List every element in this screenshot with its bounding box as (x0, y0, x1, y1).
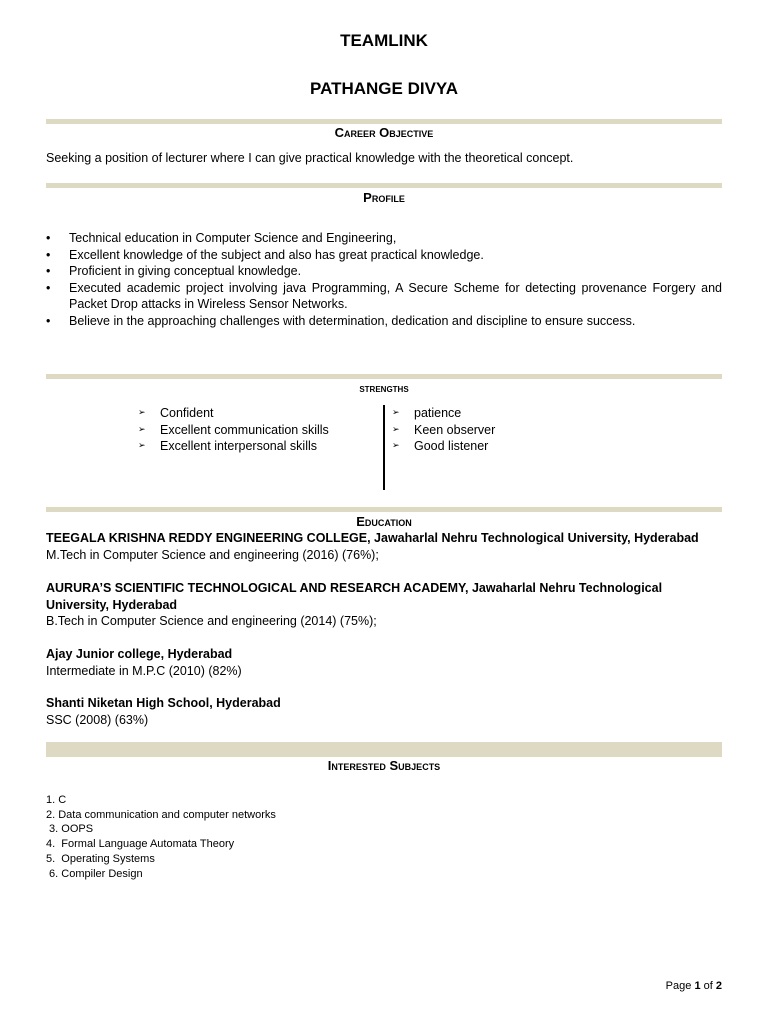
strengths-left-list (136, 405, 329, 455)
company-title: TEAMLINK (340, 31, 428, 50)
education-entry (46, 646, 722, 679)
candidate-name: PATHANGE DIVYA (310, 79, 458, 98)
list-item: 6. Compiler Design (46, 867, 143, 880)
interested-subjects-heading: Interested Subjects (327, 758, 441, 773)
education-entry (46, 695, 722, 728)
list-item: 4. Formal Language Automata Theory (46, 838, 235, 851)
section-divider (46, 374, 722, 379)
list-item: ➢ Keen observer (390, 422, 495, 439)
career-objective-heading: Career Objective (334, 125, 434, 140)
section-divider (46, 742, 722, 757)
list-item: 1. C (46, 794, 67, 806)
institution-name: Shanti Niketan High School, Hyderabad (46, 696, 281, 710)
list-item: ➢ Confident (136, 405, 329, 422)
list-item: ➢ patience (390, 405, 495, 422)
list-item: 2. Data communication and computer networks (46, 808, 276, 821)
page-label: Page (665, 980, 692, 992)
page-total: 2 (715, 980, 722, 992)
interested-subjects-list (46, 793, 276, 881)
list-item: • Technical education in Computer Science and Engineering, (46, 230, 722, 247)
list-item: ➢ Good listener (390, 438, 495, 455)
list-item: • Proficient in giving conceptual knowledge. (46, 263, 722, 280)
education-entry (46, 530, 722, 563)
degree-detail: M.Tech in Computer Science and engineering (2016) (76%); (46, 547, 379, 562)
list-item: • Executed academic project involving java Programming, A Secure Scheme for detecting provenance Forgery and Packet Drop attacks in Wireless Sensor Networks. (46, 280, 722, 313)
degree-detail: B.Tech in Computer Science and engineering (2014) (75%); (46, 614, 377, 628)
section-divider (46, 507, 722, 512)
page-current: 1 (694, 980, 701, 992)
career-objective-text: Seeking a position of lecturer where I can give practical knowledge with the theoretical concept. (46, 151, 574, 165)
institution-name: AURURA’S SCIENTIFIC TECHNOLOGICAL AND RESEARCH ACADEMY, Jawaharlal Nehru Technological University, Hyderabad (46, 581, 663, 612)
section-divider (46, 183, 722, 188)
list-item: 5. Operating Systems (46, 852, 155, 865)
strengths-right-list (390, 405, 495, 455)
list-item: ➢ Excellent interpersonal skills (136, 438, 329, 455)
list-item: • Excellent knowledge of the subject and also has great practical knowledge. (46, 247, 722, 264)
page-number (666, 980, 722, 992)
list-item: ➢ Excellent communication skills (136, 422, 329, 439)
list-item: 3. OOPS (46, 823, 94, 836)
strengths-heading: strengths (359, 381, 409, 395)
institution-name: Ajay Junior college, Hyderabad (46, 647, 233, 661)
degree-detail: Intermediate in M.P.C (2010) (82%) (46, 663, 242, 678)
education-heading: Education (356, 514, 412, 529)
profile-list (46, 230, 722, 329)
of-label: of (703, 980, 713, 992)
column-divider (383, 405, 385, 490)
profile-heading: Profile (363, 190, 405, 205)
list-item: • Believe in the approaching challenges with determination, dedication and discipline to ensure success. (46, 313, 722, 330)
education-entry (46, 580, 722, 630)
degree-detail: SSC (2008) (63%) (46, 712, 149, 727)
section-divider (46, 119, 722, 124)
institution-name: TEEGALA KRISHNA REDDY ENGINEERING COLLEGE, Jawaharlal Nehru Technological University, Hyderabad (46, 531, 699, 545)
